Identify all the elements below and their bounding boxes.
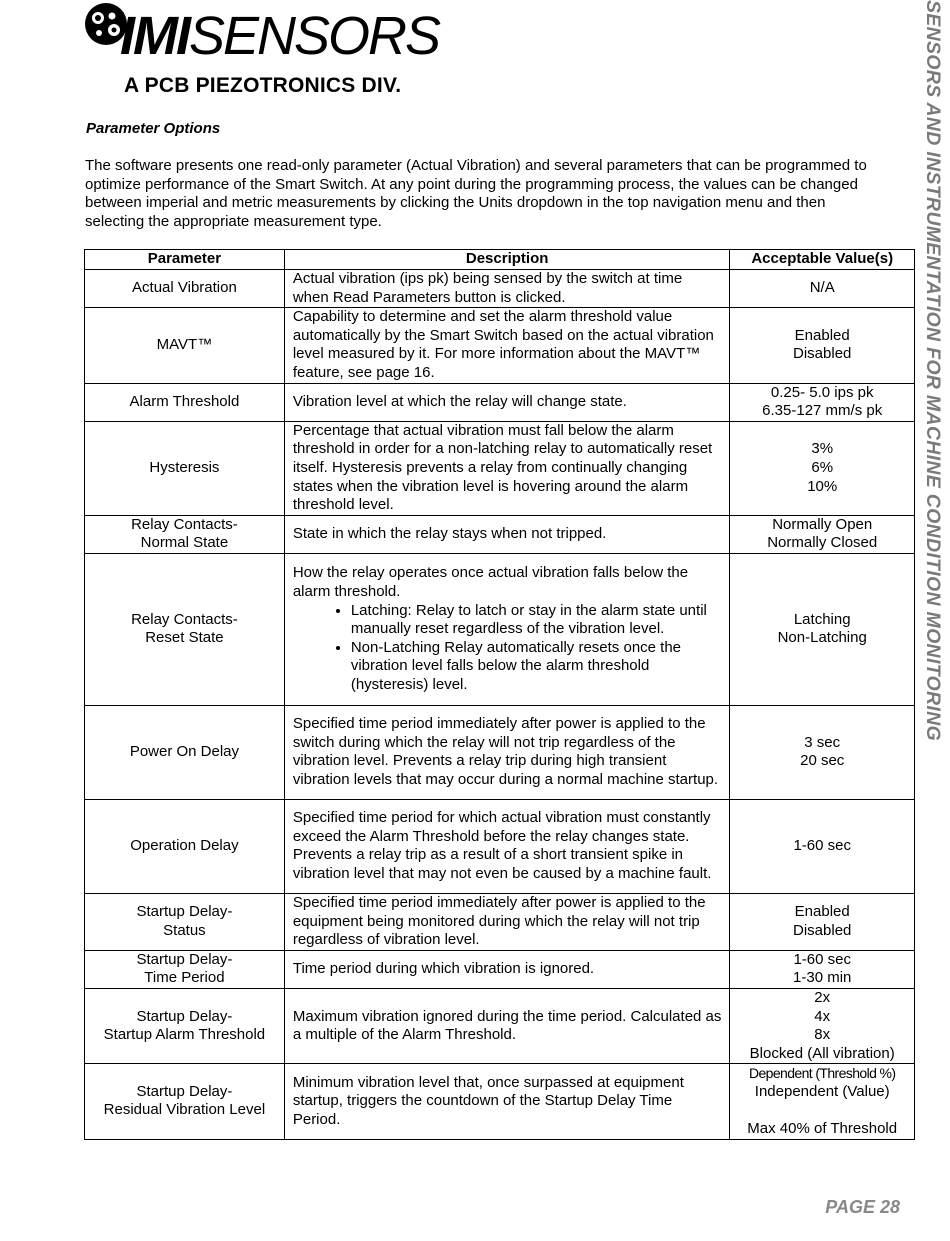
value-line: Disabled <box>793 921 852 939</box>
description-cell <box>284 383 730 421</box>
description-text: Vibration level at which the relay will change state. <box>292 392 627 410</box>
table-row <box>85 950 915 988</box>
value-line: 3 sec <box>804 733 841 751</box>
parameter-cell <box>85 988 285 1063</box>
description-text: Capability to determine and set the alarm threshold value automatically by the Smart Switch based on the actual vibration level measured by it. For more information about the MAVT™ feature, see page 16. <box>292 308 714 381</box>
value-line: Max 40% of Threshold <box>747 1120 898 1138</box>
parameter-cell <box>85 950 285 988</box>
table-row <box>85 383 915 421</box>
description-text: Actual vibration (ips pk) being sensed by the switch at time when Read Parameters button is clicked. <box>292 270 683 306</box>
parameter-line: Startup Delay- <box>136 950 233 968</box>
parameter-line: Startup Delay- <box>136 903 233 921</box>
parameter-cell <box>85 270 285 308</box>
table-row <box>85 988 915 1063</box>
parameter-cell <box>85 308 285 383</box>
values-cell <box>730 421 915 515</box>
description-cell <box>284 553 730 705</box>
section-heading: Parameter Options <box>86 120 221 137</box>
value-line: 6% <box>811 458 834 476</box>
company-logo <box>84 2 464 100</box>
description-text: State in which the relay stays when not tripped. <box>292 525 607 543</box>
description-cell <box>284 988 730 1063</box>
value-line: N/A <box>809 279 835 297</box>
table-row <box>85 893 915 950</box>
value-line: Normally Closed <box>767 534 878 552</box>
parameter-cell <box>85 893 285 950</box>
description-cell <box>284 421 730 515</box>
values-cell <box>730 988 915 1063</box>
parameter-line: Residual Vibration Level <box>103 1101 266 1119</box>
parameter-line: Operation Delay <box>130 837 239 855</box>
table-header-row <box>85 250 915 270</box>
header-parameter: Parameter <box>85 250 285 270</box>
table-row <box>85 270 915 308</box>
parameter-cell <box>85 705 285 799</box>
value-line: 3% <box>811 440 834 458</box>
parameter-cell <box>85 383 285 421</box>
header-description: Description <box>284 250 730 270</box>
description-cell <box>284 893 730 950</box>
value-line: 2x <box>814 988 831 1006</box>
parameter-line: Startup Alarm Threshold <box>103 1026 266 1044</box>
description-text: Specified time period for which actual vibration must constantly exceed the Alarm Threshold before the relay changes state. Prevents a relay trip as a result of a short transient spike in vibration level that may not even be caused by a machine fault. <box>292 809 712 883</box>
description-cell <box>284 705 730 799</box>
description-cell <box>284 270 730 308</box>
table-row <box>85 515 915 553</box>
list-item: • Latching: Relay to latch or stay in the alarm state until manually reset regardless of the vibration level. <box>351 602 722 639</box>
parameter-cell <box>85 553 285 705</box>
sidebar-tagline-text: SENSORS AND INSTRUMENTATION FOR MACHINE CONDITION MONITORING <box>922 0 944 741</box>
value-line: 0.25- 5.0 ips pk <box>770 383 874 401</box>
description-text: How the relay operates once actual vibration falls below the alarm threshold. <box>292 564 689 600</box>
description-text: Percentage that actual vibration must fall below the alarm threshold in order for a non-latching relay to automatically reset itself. Hysteresis prevents a relay from continually changing states when the vibration level is hovering around the alarm threshold level. <box>292 421 713 514</box>
values-cell <box>730 705 915 799</box>
value-line: 1-30 min <box>793 969 852 987</box>
page-number: PAGE 28 <box>825 1197 900 1217</box>
table-body <box>85 270 915 1140</box>
values-cell <box>730 799 915 893</box>
parameter-table <box>84 249 915 1140</box>
logo-imi: IMI <box>120 6 189 66</box>
value-line: Dependent (Threshold %) <box>748 1065 896 1082</box>
table-row <box>85 421 915 515</box>
description-text: Maximum vibration ignored during the time period. Calculated as a multiple of the Alarm Threshold. <box>292 1007 722 1044</box>
parameter-line: Time Period <box>144 969 225 987</box>
parameter-cell <box>85 799 285 893</box>
parameter-cell <box>85 1064 285 1139</box>
value-line: 1-60 sec <box>793 950 851 968</box>
table-row <box>85 553 915 705</box>
parameter-line: Status <box>163 921 206 939</box>
parameter-line: Hysteresis <box>149 458 220 476</box>
value-line: 10% <box>807 477 838 495</box>
parameter-line: Startup Delay- <box>136 1082 233 1100</box>
value-line: 20 sec <box>800 752 845 770</box>
description-text: Time period during which vibration is ignored. <box>292 960 595 978</box>
values-cell <box>730 950 915 988</box>
values-cell <box>730 893 915 950</box>
table-row <box>85 308 915 383</box>
value-line: Enabled <box>794 903 850 921</box>
header-values: Acceptable Value(s) <box>730 250 915 270</box>
value-line: Blocked (All vibration) <box>749 1044 895 1062</box>
list-item: • Non-Latching Relay automatically resets once the vibration level falls below the alarm threshold (hysteresis) level. <box>351 639 722 695</box>
description-text: Minimum vibration level that, once surpassed at equipment startup, triggers the countdown of the Startup Delay Time Period. <box>292 1073 684 1128</box>
description-cell <box>284 950 730 988</box>
values-cell <box>730 383 915 421</box>
value-line: 4x <box>814 1007 831 1025</box>
values-cell <box>730 308 915 383</box>
parameter-line: Relay Contacts- <box>131 610 238 628</box>
description-cell <box>284 799 730 893</box>
intro-paragraph: The software presents one read-only parameter (Actual Vibration) and several parameters that can be programmed to optimize performance of the Smart Switch. At any point during the programming process, the values can be changed between imperial and metric measurements by clicking the Units dropdown in the top navigation menu and then selecting the appropriate measurement type. <box>85 157 867 231</box>
description-cell <box>284 1064 730 1139</box>
value-line: Disabled <box>793 345 852 363</box>
value-line: 6.35-127 mm/s pk <box>762 402 883 420</box>
value-line: Normally Open <box>772 515 873 533</box>
description-cell <box>284 515 730 553</box>
parameter-line: Alarm Threshold <box>129 392 240 410</box>
value-line: 1-60 sec <box>793 837 851 855</box>
logo-wordmark <box>120 6 439 66</box>
values-cell <box>730 270 915 308</box>
parameter-line: Startup Delay- <box>136 1007 233 1025</box>
values-cell <box>730 553 915 705</box>
parameter-cell <box>85 421 285 515</box>
parameter-line: Power On Delay <box>129 743 240 761</box>
value-line: Enabled <box>794 326 850 344</box>
value-line <box>734 1101 910 1120</box>
description-text: Specified time period immediately after power is applied to the switch during which the relay will not trip regardless of the vibration level. Prevents a relay trip during high transient vibration levels that may occur during a normal machine startup. <box>292 715 719 789</box>
description-text: Specified time period immediately after power is applied to the equipment being monitored during which the relay will not trip regardless of vibration level. <box>292 893 706 949</box>
description-bullets <box>293 602 722 695</box>
value-line: Independent (Value) <box>754 1082 890 1100</box>
table-row <box>85 799 915 893</box>
table-row <box>85 1064 915 1139</box>
logo-sensors: SENSORS <box>189 6 440 66</box>
table-row <box>85 705 915 799</box>
values-cell <box>730 1064 915 1139</box>
parameter-line: Normal State <box>140 534 229 552</box>
parameter-line: Relay Contacts- <box>131 515 238 533</box>
value-line: Latching <box>793 610 851 628</box>
parameter-line: MAVT™ <box>156 336 213 354</box>
parameter-line: Reset State <box>145 629 224 647</box>
logo-subtitle: A PCB PIEZOTRONICS DIV. <box>124 74 402 97</box>
parameter-line: Actual Vibration <box>132 279 237 297</box>
value-line: Non-Latching <box>777 629 867 647</box>
values-cell <box>730 515 915 553</box>
description-cell <box>284 308 730 383</box>
value-line: 8x <box>814 1026 831 1044</box>
parameter-cell <box>85 515 285 553</box>
sidebar-tagline <box>918 0 950 800</box>
